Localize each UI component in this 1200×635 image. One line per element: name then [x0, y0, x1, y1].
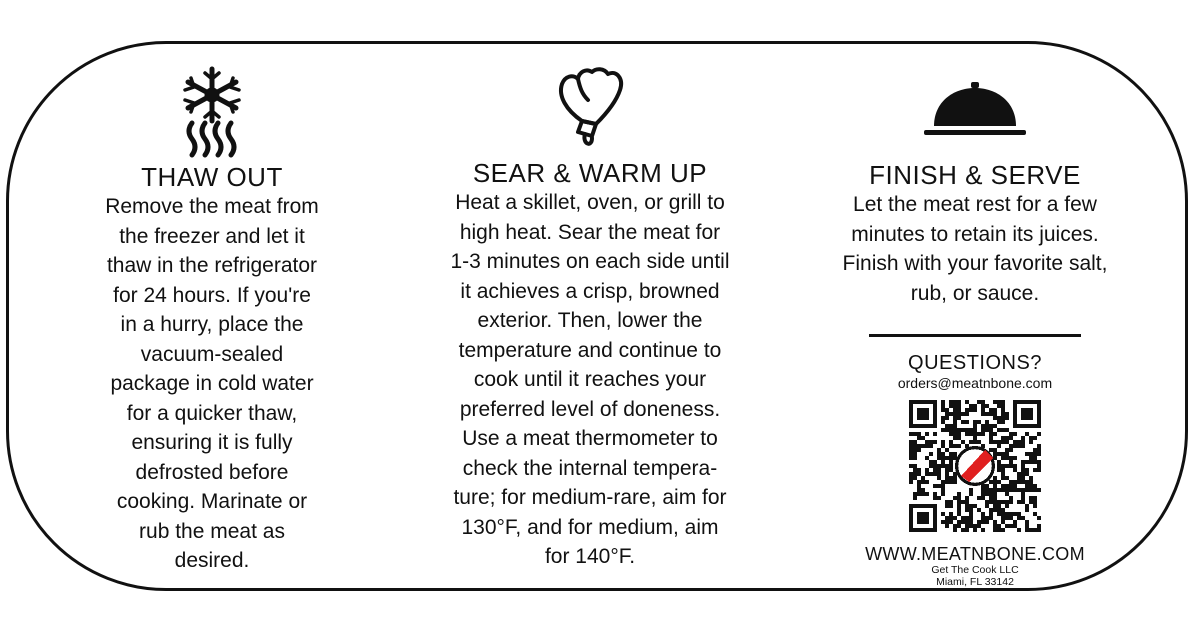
oven-mitt-icon [552, 66, 628, 150]
website-url[interactable]: WWW.MEATNBONE.COM [865, 544, 1085, 564]
qr-code[interactable] [909, 400, 1041, 532]
qr-code-image [909, 400, 1041, 532]
sear-section [405, 60, 775, 572]
sear-instructions: Heat a skillet, oven, or grill to high heat. Sear the meat for 1-3 minutes on each side until it achieves a crisp, browned exterior. Then, lower the temperature and continue to cook until it reaches your preferred level of doneness. Use a meat thermometer to check the internal tempera- ture; for medium-rare, aim for 130°F, and for medium, aim for 140°F. [450, 191, 730, 568]
finish-section [795, 60, 1155, 588]
thaw-instructions: Remove the meat from the freezer and let it thaw in the refrigerator for 24 hours. If you're in a hurry, place the vacuum-sealed package in cold water for a quicker thaw, ensuring it is fully defrosted before cooking. Marinate or rub the meat as desired. [105, 195, 319, 572]
thaw-title: THAW OUT [141, 162, 283, 192]
sear-title: SEAR & WARM UP [472, 158, 708, 188]
questions-title: QUESTIONS? [908, 352, 1042, 374]
divider [869, 334, 1081, 337]
finish-title: FINISH & SERVE [869, 160, 1081, 190]
snowflake-icon [172, 65, 252, 160]
company-name: Get The Cook LLC [931, 564, 1019, 576]
company-address: Miami, FL 33142 [936, 576, 1014, 588]
thaw-section [62, 60, 362, 576]
contact-email[interactable]: orders@meatnbone.com [897, 375, 1053, 391]
finish-instructions: Let the meat rest for a few minutes to retain its juices. Finish with your favorite salt, rub, or sauce. [842, 193, 1108, 305]
serving-cloche-icon [920, 80, 1030, 140]
